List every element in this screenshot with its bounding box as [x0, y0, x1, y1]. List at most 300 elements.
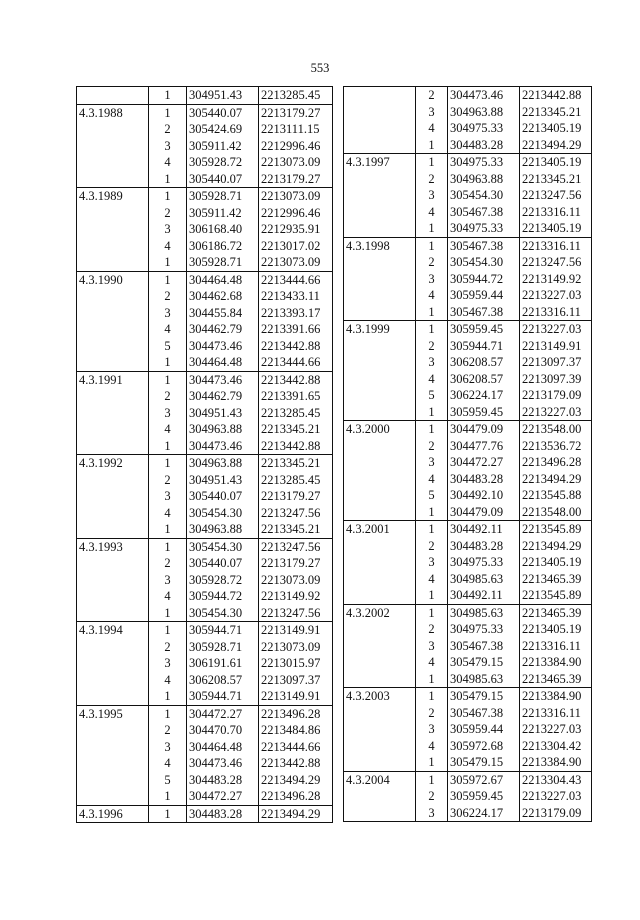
date-cell — [77, 205, 149, 222]
date-cell — [344, 438, 416, 455]
date-cell: 4.3.1990 — [77, 271, 149, 288]
y-coordinate-cell: 2213017.02 — [259, 238, 333, 255]
x-coordinate-cell: 305944.71 — [448, 338, 520, 355]
x-coordinate-cell: 304462.68 — [187, 288, 259, 305]
date-cell — [77, 772, 149, 789]
point-number-cell: 1 — [149, 371, 187, 388]
point-number-cell: 4 — [149, 755, 187, 772]
y-coordinate-cell: 2213405.19 — [520, 120, 592, 137]
table-row — [77, 805, 333, 823]
table-row — [344, 754, 592, 771]
x-coordinate-cell: 304975.33 — [448, 554, 520, 571]
table-row — [344, 571, 592, 588]
point-number-cell: 4 — [416, 204, 448, 221]
date-cell — [77, 438, 149, 455]
x-coordinate-cell: 305424.69 — [187, 121, 259, 138]
x-coordinate-cell: 305467.38 — [448, 705, 520, 722]
point-number-cell: 4 — [149, 321, 187, 338]
y-coordinate-cell: 2213149.92 — [259, 588, 333, 605]
table-row — [77, 788, 333, 805]
y-coordinate-cell: 2213442.88 — [259, 755, 333, 772]
point-number-cell: 3 — [149, 488, 187, 505]
y-coordinate-cell: 2213227.03 — [520, 788, 592, 805]
point-number-cell: 4 — [149, 421, 187, 438]
y-coordinate-cell: 2213545.89 — [520, 587, 592, 604]
date-cell — [77, 321, 149, 338]
y-coordinate-cell: 2213179.09 — [520, 387, 592, 404]
point-number-cell: 2 — [416, 705, 448, 722]
x-coordinate-cell: 305972.68 — [448, 738, 520, 755]
date-cell: 4.3.2002 — [344, 604, 416, 621]
point-number-cell: 4 — [149, 505, 187, 522]
point-number-cell: 5 — [416, 487, 448, 504]
x-coordinate-cell: 305454.30 — [448, 254, 520, 271]
table-row — [344, 587, 592, 604]
point-number-cell: 2 — [416, 171, 448, 188]
table-row — [344, 771, 592, 788]
y-coordinate-cell: 2213536.72 — [520, 438, 592, 455]
y-coordinate-cell: 2213545.88 — [520, 487, 592, 504]
table-row — [344, 220, 592, 237]
date-cell — [77, 354, 149, 371]
date-cell — [77, 138, 149, 155]
y-coordinate-cell: 2213345.21 — [259, 421, 333, 438]
point-number-cell: 3 — [416, 454, 448, 471]
date-cell — [344, 404, 416, 421]
table-row — [77, 254, 333, 271]
point-number-cell: 3 — [416, 187, 448, 204]
point-number-cell: 1 — [416, 304, 448, 321]
point-number-cell: 1 — [149, 688, 187, 705]
y-coordinate-cell: 2213227.03 — [520, 404, 592, 421]
x-coordinate-cell: 304483.28 — [448, 538, 520, 555]
table-row — [77, 755, 333, 772]
point-number-cell: 1 — [416, 321, 448, 338]
date-cell — [77, 338, 149, 355]
y-coordinate-cell: 2213179.27 — [259, 488, 333, 505]
y-coordinate-cell: 2213247.56 — [520, 254, 592, 271]
point-number-cell: 3 — [149, 221, 187, 238]
y-coordinate-cell: 2213345.21 — [259, 521, 333, 538]
table-row — [77, 588, 333, 605]
x-coordinate-cell: 305944.71 — [187, 622, 259, 639]
date-cell — [77, 121, 149, 138]
y-coordinate-cell: 2213073.09 — [259, 154, 333, 171]
table-row — [344, 721, 592, 738]
date-cell — [344, 87, 416, 104]
point-number-cell: 2 — [149, 722, 187, 739]
y-coordinate-cell: 2213227.03 — [520, 287, 592, 304]
y-coordinate-cell: 2213345.21 — [259, 455, 333, 472]
table-row — [344, 487, 592, 504]
x-coordinate-cell: 305944.71 — [187, 688, 259, 705]
table-row — [77, 655, 333, 672]
x-coordinate-cell: 304963.88 — [187, 521, 259, 538]
x-coordinate-cell: 304473.46 — [448, 87, 520, 104]
table-row — [77, 705, 333, 722]
x-coordinate-cell: 306224.17 — [448, 805, 520, 822]
table-row — [344, 254, 592, 271]
x-coordinate-cell: 304985.63 — [448, 604, 520, 621]
point-number-cell: 1 — [149, 538, 187, 555]
table-row — [344, 321, 592, 338]
x-coordinate-cell: 305454.30 — [187, 505, 259, 522]
table-row — [77, 121, 333, 138]
x-coordinate-cell: 304951.43 — [187, 87, 259, 105]
date-cell: 4.3.2000 — [344, 421, 416, 438]
table-row — [77, 388, 333, 405]
table-row — [344, 504, 592, 521]
y-coordinate-cell: 2212996.46 — [259, 138, 333, 155]
x-coordinate-cell: 304975.33 — [448, 621, 520, 638]
point-number-cell: 1 — [416, 220, 448, 237]
point-number-cell: 4 — [149, 154, 187, 171]
x-coordinate-cell: 305911.42 — [187, 205, 259, 222]
y-coordinate-cell: 2213149.91 — [520, 338, 592, 355]
date-cell — [344, 137, 416, 154]
y-coordinate-cell: 2213391.65 — [259, 388, 333, 405]
date-cell: 4.3.1992 — [77, 455, 149, 472]
table-row — [344, 387, 592, 404]
date-cell — [344, 487, 416, 504]
date-cell — [344, 287, 416, 304]
y-coordinate-cell: 2213405.19 — [520, 220, 592, 237]
x-coordinate-cell: 305911.42 — [187, 138, 259, 155]
table-row — [77, 622, 333, 639]
x-coordinate-cell: 305959.45 — [448, 321, 520, 338]
table-row — [344, 538, 592, 555]
x-coordinate-cell: 304975.33 — [448, 154, 520, 171]
point-number-cell: 1 — [149, 805, 187, 823]
y-coordinate-cell: 2213494.29 — [520, 137, 592, 154]
x-coordinate-cell: 305959.45 — [448, 788, 520, 805]
date-cell — [77, 472, 149, 489]
date-cell — [344, 654, 416, 671]
point-number-cell: 1 — [416, 771, 448, 788]
point-number-cell: 3 — [149, 655, 187, 672]
table-row — [344, 204, 592, 221]
x-coordinate-cell: 306186.72 — [187, 238, 259, 255]
x-coordinate-cell: 304479.09 — [448, 421, 520, 438]
date-cell — [77, 755, 149, 772]
y-coordinate-cell: 2213494.29 — [259, 805, 333, 823]
date-cell: 4.3.2003 — [344, 688, 416, 705]
date-cell — [344, 471, 416, 488]
x-coordinate-cell: 304951.43 — [187, 405, 259, 422]
table-row — [344, 304, 592, 321]
date-cell — [344, 354, 416, 371]
point-number-cell: 4 — [416, 738, 448, 755]
y-coordinate-cell: 2213442.88 — [259, 371, 333, 388]
date-cell — [77, 388, 149, 405]
point-number-cell: 5 — [149, 772, 187, 789]
point-number-cell: 3 — [416, 805, 448, 822]
table-row — [344, 404, 592, 421]
date-cell — [344, 254, 416, 271]
date-cell — [344, 671, 416, 688]
point-number-cell: 2 — [149, 205, 187, 222]
date-cell — [77, 288, 149, 305]
x-coordinate-cell: 305479.15 — [448, 754, 520, 771]
x-coordinate-cell: 305479.15 — [448, 654, 520, 671]
date-cell — [77, 639, 149, 656]
x-coordinate-cell: 304464.48 — [187, 739, 259, 756]
date-cell — [344, 705, 416, 722]
y-coordinate-cell: 2213405.19 — [520, 621, 592, 638]
table-row — [77, 138, 333, 155]
x-coordinate-cell: 304483.28 — [448, 137, 520, 154]
date-cell: 4.3.1999 — [344, 321, 416, 338]
date-cell — [344, 304, 416, 321]
point-number-cell: 1 — [416, 237, 448, 254]
x-coordinate-cell: 305928.72 — [187, 572, 259, 589]
date-cell — [344, 104, 416, 121]
point-number-cell: 5 — [149, 338, 187, 355]
table-row — [77, 639, 333, 656]
table-row — [344, 237, 592, 254]
table-row — [77, 238, 333, 255]
y-coordinate-cell: 2213073.09 — [259, 254, 333, 271]
table-row — [77, 104, 333, 121]
date-cell: 4.3.1991 — [77, 371, 149, 388]
table-row — [77, 321, 333, 338]
y-coordinate-cell: 2213316.11 — [520, 638, 592, 655]
table-row — [77, 354, 333, 371]
point-number-cell: 4 — [416, 120, 448, 137]
x-coordinate-cell: 304975.33 — [448, 220, 520, 237]
x-coordinate-cell: 305972.67 — [448, 771, 520, 788]
point-number-cell: 2 — [149, 555, 187, 572]
table-row — [77, 438, 333, 455]
table-row — [77, 221, 333, 238]
y-coordinate-cell: 2212935.91 — [259, 221, 333, 238]
date-cell: 4.3.1996 — [77, 805, 149, 823]
table-row — [77, 421, 333, 438]
y-coordinate-cell: 2213345.21 — [520, 171, 592, 188]
y-coordinate-cell: 2213496.28 — [520, 454, 592, 471]
x-coordinate-cell: 304479.09 — [448, 504, 520, 521]
point-number-cell: 4 — [149, 588, 187, 605]
date-cell — [344, 387, 416, 404]
y-coordinate-cell: 2213442.88 — [259, 338, 333, 355]
date-cell — [77, 254, 149, 271]
date-cell — [77, 238, 149, 255]
table-row — [77, 288, 333, 305]
point-number-cell: 3 — [416, 104, 448, 121]
y-coordinate-cell: 2213179.27 — [259, 104, 333, 121]
date-cell: 4.3.2001 — [344, 521, 416, 538]
point-number-cell: 1 — [149, 87, 187, 105]
y-coordinate-cell: 2213285.45 — [259, 405, 333, 422]
table-row — [77, 488, 333, 505]
date-cell — [344, 554, 416, 571]
point-number-cell: 4 — [416, 371, 448, 388]
point-number-cell: 2 — [416, 438, 448, 455]
point-number-cell: 2 — [149, 288, 187, 305]
table-row — [344, 287, 592, 304]
date-cell: 4.3.1994 — [77, 622, 149, 639]
table-row — [344, 471, 592, 488]
x-coordinate-cell: 304472.27 — [187, 788, 259, 805]
table-row — [77, 688, 333, 705]
point-number-cell: 2 — [416, 338, 448, 355]
y-coordinate-cell: 2213149.91 — [259, 688, 333, 705]
x-coordinate-cell: 305454.30 — [187, 605, 259, 622]
x-coordinate-cell: 305928.71 — [187, 188, 259, 205]
point-number-cell: 1 — [149, 254, 187, 271]
x-coordinate-cell: 305959.44 — [448, 287, 520, 304]
point-number-cell: 1 — [416, 421, 448, 438]
point-number-cell: 1 — [149, 622, 187, 639]
x-coordinate-cell: 305440.07 — [187, 171, 259, 188]
date-cell — [344, 338, 416, 355]
x-coordinate-cell: 305454.30 — [448, 187, 520, 204]
x-coordinate-cell: 304492.11 — [448, 587, 520, 604]
date-cell — [344, 271, 416, 288]
date-cell: 4.3.1997 — [344, 154, 416, 171]
point-number-cell: 1 — [416, 404, 448, 421]
y-coordinate-cell: 2213494.29 — [259, 772, 333, 789]
x-coordinate-cell: 305467.38 — [448, 237, 520, 254]
y-coordinate-cell: 2213097.39 — [520, 371, 592, 388]
y-coordinate-cell: 2213097.37 — [259, 672, 333, 689]
y-coordinate-cell: 2213073.09 — [259, 572, 333, 589]
date-cell — [344, 371, 416, 388]
date-cell — [77, 305, 149, 322]
x-coordinate-cell: 305944.72 — [448, 271, 520, 288]
table-row — [77, 521, 333, 538]
point-number-cell: 1 — [149, 271, 187, 288]
x-coordinate-cell: 306191.61 — [187, 655, 259, 672]
y-coordinate-cell: 2213465.39 — [520, 671, 592, 688]
table-row — [77, 772, 333, 789]
x-coordinate-cell: 304462.79 — [187, 321, 259, 338]
point-number-cell: 3 — [149, 572, 187, 589]
x-coordinate-cell: 306208.57 — [187, 672, 259, 689]
y-coordinate-cell: 2213345.21 — [520, 104, 592, 121]
table-row — [77, 154, 333, 171]
x-coordinate-cell: 306168.40 — [187, 221, 259, 238]
point-number-cell: 2 — [149, 121, 187, 138]
table-row — [344, 604, 592, 621]
point-number-cell: 5 — [416, 387, 448, 404]
x-coordinate-cell: 305440.07 — [187, 104, 259, 121]
table-row — [344, 621, 592, 638]
point-number-cell: 1 — [416, 521, 448, 538]
point-number-cell: 1 — [416, 688, 448, 705]
point-number-cell: 3 — [149, 739, 187, 756]
y-coordinate-cell: 2212996.46 — [259, 205, 333, 222]
y-coordinate-cell: 2213465.39 — [520, 571, 592, 588]
date-cell — [77, 555, 149, 572]
point-number-cell: 1 — [149, 521, 187, 538]
table-row — [344, 371, 592, 388]
table-row — [77, 305, 333, 322]
x-coordinate-cell: 304472.27 — [187, 705, 259, 722]
y-coordinate-cell: 2213465.39 — [520, 604, 592, 621]
point-number-cell: 4 — [149, 238, 187, 255]
x-coordinate-cell: 305467.38 — [448, 304, 520, 321]
x-coordinate-cell: 305928.72 — [187, 154, 259, 171]
date-cell: 4.3.1989 — [77, 188, 149, 205]
x-coordinate-cell: 304492.11 — [448, 521, 520, 538]
table-row — [344, 738, 592, 755]
table-row — [344, 171, 592, 188]
y-coordinate-cell: 2213015.97 — [259, 655, 333, 672]
date-cell — [344, 754, 416, 771]
table-row — [77, 271, 333, 288]
date-cell — [77, 572, 149, 589]
point-number-cell: 1 — [416, 154, 448, 171]
x-coordinate-cell: 304477.76 — [448, 438, 520, 455]
table-row — [344, 638, 592, 655]
date-cell — [77, 655, 149, 672]
x-coordinate-cell: 304470.70 — [187, 722, 259, 739]
date-cell — [77, 605, 149, 622]
date-cell — [344, 571, 416, 588]
table-row — [77, 188, 333, 205]
x-coordinate-cell: 305440.07 — [187, 555, 259, 572]
point-number-cell: 2 — [149, 639, 187, 656]
point-number-cell: 2 — [416, 621, 448, 638]
table-row — [77, 472, 333, 489]
date-cell — [77, 171, 149, 188]
x-coordinate-cell: 304462.79 — [187, 388, 259, 405]
y-coordinate-cell: 2213073.09 — [259, 639, 333, 656]
y-coordinate-cell: 2213285.45 — [259, 472, 333, 489]
x-coordinate-cell: 304473.46 — [187, 338, 259, 355]
point-number-cell: 2 — [149, 472, 187, 489]
date-cell — [344, 220, 416, 237]
date-cell — [77, 221, 149, 238]
point-number-cell: 1 — [416, 137, 448, 154]
y-coordinate-cell: 2213097.37 — [520, 354, 592, 371]
point-number-cell: 2 — [416, 254, 448, 271]
y-coordinate-cell: 2213149.92 — [520, 271, 592, 288]
y-coordinate-cell: 2213316.11 — [520, 237, 592, 254]
table-row — [344, 438, 592, 455]
table-row — [344, 120, 592, 137]
x-coordinate-cell: 305440.07 — [187, 488, 259, 505]
x-coordinate-cell: 304951.43 — [187, 472, 259, 489]
point-number-cell: 3 — [416, 554, 448, 571]
table-row — [344, 338, 592, 355]
table-row — [77, 572, 333, 589]
point-number-cell: 4 — [416, 654, 448, 671]
table-row — [344, 688, 592, 705]
table-row — [344, 137, 592, 154]
x-coordinate-cell: 305454.30 — [187, 538, 259, 555]
y-coordinate-cell: 2213316.11 — [520, 204, 592, 221]
date-cell — [77, 722, 149, 739]
x-coordinate-cell: 306208.57 — [448, 354, 520, 371]
table-row — [344, 87, 592, 104]
table-row — [77, 338, 333, 355]
date-cell — [77, 521, 149, 538]
y-coordinate-cell: 2213384.90 — [520, 754, 592, 771]
date-cell — [344, 538, 416, 555]
y-coordinate-cell: 2213384.90 — [520, 654, 592, 671]
table-row — [77, 605, 333, 622]
point-number-cell: 2 — [416, 538, 448, 555]
table-row — [77, 672, 333, 689]
date-cell — [344, 204, 416, 221]
point-number-cell: 3 — [416, 271, 448, 288]
table-row — [344, 654, 592, 671]
y-coordinate-cell: 2213494.29 — [520, 471, 592, 488]
y-coordinate-cell: 2213405.19 — [520, 154, 592, 171]
table-row — [77, 205, 333, 222]
